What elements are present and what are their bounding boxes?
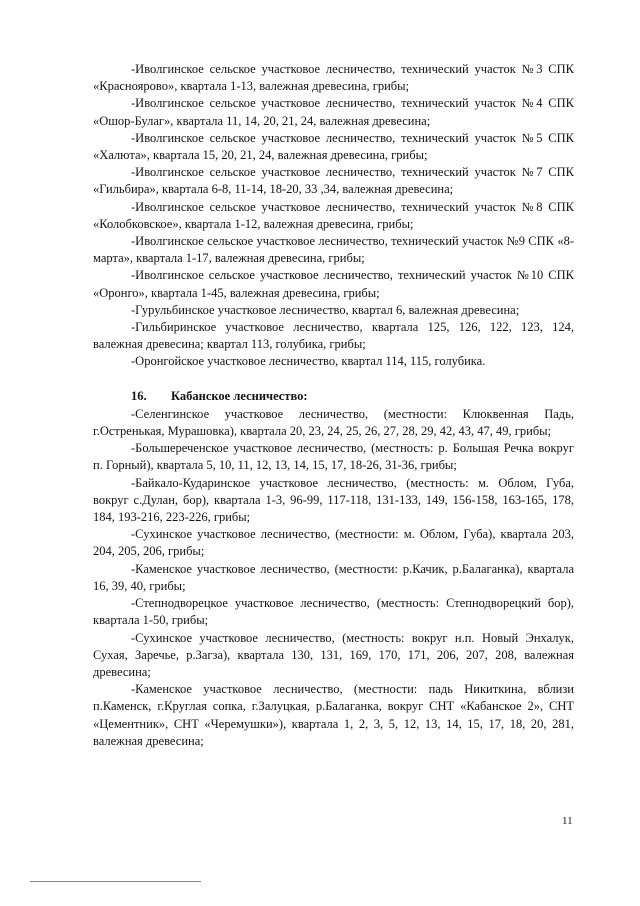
page-number: 11 — [562, 815, 573, 827]
paragraph: -Иволгинское сельское участковое лесничество, технический участок №5 СПК «Халюта», квартала 15, 20, 21, 24, валежная древесина, грибы; — [93, 130, 574, 163]
paragraph: -Иволгинское сельское участковое лесничество, технический участок №9 СПК «8-марта», квартала 1-17, валежная древесина, грибы; — [93, 234, 574, 266]
section-number: 16. — [131, 388, 147, 403]
document-body — [93, 61, 574, 750]
paragraph: -Оронгойское участковое лесничество, квартал 114, 115, голубика. — [131, 354, 486, 369]
paragraph: -Иволгинское сельское участковое лесничество, технический участок №4 СПК «Ошор-Булаг», квартала 11, 14, 20, 21, 24, валежная древесина; — [93, 96, 574, 128]
section-spacer — [93, 371, 574, 388]
paragraph: -Иволгинское сельское участковое лесничество, технический участок №3 СПК «Красноярово», квартала 1-13, валежная древесина, грибы; — [93, 62, 574, 94]
paragraph: -Гильбиринское участковое лесничество, квартала 125, 126, 122, 123, 124, валежная древесина; квартал 113, голубика, грибы; — [93, 320, 574, 352]
section-heading — [93, 388, 574, 405]
footnote-divider — [30, 881, 201, 882]
paragraph: -Каменское участковое лесничество, (местности: падь Никиткина, вблизи п.Каменск, г.Круглая сопка, г.Залуцкая, р.Балаганка, вокруг СНТ «Кабанское 2», СНТ «Цементник», СНТ «Черемушки»), квартала 1, 2, 3, 5, 12, 13, 14, 15, 17, 18, 20, 281, валежная древесина; — [93, 682, 574, 748]
paragraph: -Сухинское участковое лесничество, (местности: м. Облом, Губа), квартала 203, 204, 205, 206, грибы; — [93, 527, 574, 559]
section-title: Кабанское лесничество: — [171, 388, 308, 403]
paragraph: -Гурульбинское участковое лесничество, квартал 6, валежная древесина; — [131, 302, 520, 317]
paragraph: -Селенгинское участковое лесничество, (местности: Клюквенная Падь, г.Остренькая, Мурашовка), квартала 20, 23, 24, 25, 26, 27, 28, 29, 42, 43, 47, 49, грибы; — [93, 406, 574, 439]
paragraph: -Сухинское участковое лесничество, (местность: вокруг н.п. Новый Энхалук, Сухая, Заречье, р.Загза), квартала 130, 131, 169, 170, 171, 206, 207, 208, валежная древесина; — [93, 630, 574, 679]
paragraph: -Байкало-Кударинское участковое лесничество, (местность: м. Облом, Губа, вокруг с.Дулан, бор), квартала 1-3, 96-99, 117-118, 131-133, 149, 156-158, 163-165, 178, 184, 193-216, 223-226, грибы; — [93, 475, 574, 525]
paragraph: -Большереченское участковое лесничество, (местность: р. Большая Речка вокруг п. Горный), квартала 5, 10, 11, 12, 13, 14, 15, 17, 18-26, 31-36, грибы; — [93, 441, 574, 473]
paragraph: -Иволгинское сельское участковое лесничество, технический участок №7 СПК «Гильбира», квартала 6-8, 11-14, 18-20, 33 ,34, валежная древесина; — [93, 165, 574, 197]
paragraph: -Иволгинское сельское участковое лесничество, технический участок №8 СПК «Колобковское», квартала 1-12, валежная древесина, грибы; — [93, 199, 574, 231]
paragraph: -Иволгинское сельское участковое лесничество, технический участок №10 СПК «Оронго», квартала 1-45, валежная древесина, грибы; — [93, 268, 574, 300]
paragraph: -Каменское участковое лесничество, (местности: р.Качик, р.Балаганка), квартала 16, 39, 40, грибы; — [93, 561, 574, 593]
paragraph: -Степнодворецкое участковое лесничество, (местность: Степнодворецкий бор), квартала 1-50, грибы; — [93, 596, 574, 628]
